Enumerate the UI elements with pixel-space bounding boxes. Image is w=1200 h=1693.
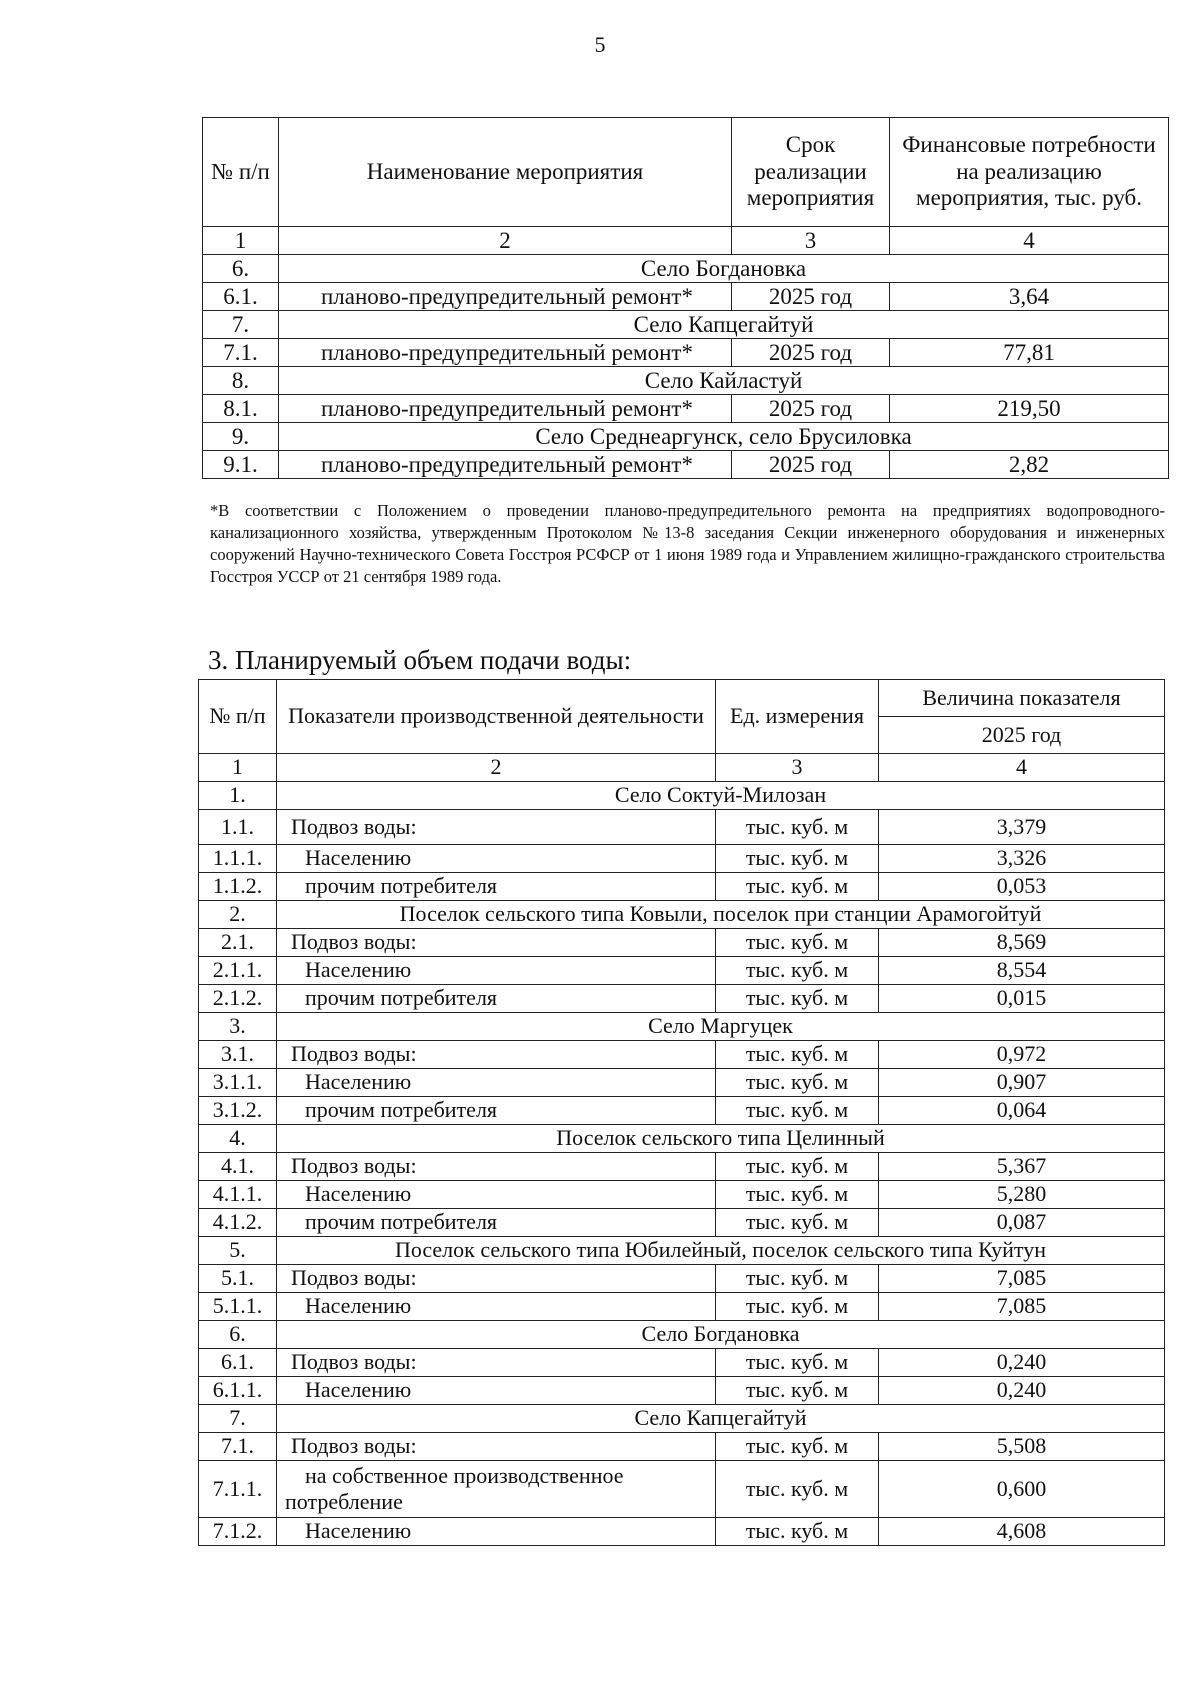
group-title: Поселок сельского типа Юбилейный, поселок сельского типа Куйтун — [277, 1237, 1165, 1265]
row-number: 6. — [199, 1321, 277, 1349]
group-title: Село Капцегайтуй — [279, 311, 1169, 339]
indicator-name: Населению — [277, 1069, 716, 1097]
unit: тыс. куб. м — [716, 1069, 879, 1097]
indicator-value: 3,379 — [879, 810, 1165, 845]
table-row — [199, 1377, 1165, 1405]
group-title: Село Богдановка — [279, 255, 1169, 283]
row-number: 9.1. — [203, 451, 279, 479]
row-number: 2.1.2. — [199, 985, 277, 1013]
indicator-name: Населению — [277, 1181, 716, 1209]
measures-table — [202, 117, 1169, 479]
column-number: 4 — [879, 754, 1165, 782]
indicator-value: 8,569 — [879, 929, 1165, 957]
row-number: 2.1.1. — [199, 957, 277, 985]
row-number: 5. — [199, 1237, 277, 1265]
measure-term: 2025 год — [732, 339, 890, 367]
group-row — [199, 1013, 1165, 1041]
measure-name: планово-предупредительный ремонт* — [279, 451, 732, 479]
table-row — [203, 395, 1169, 423]
group-title: Село Кайластуй — [279, 367, 1169, 395]
group-row — [199, 901, 1165, 929]
unit: тыс. куб. м — [716, 1209, 879, 1237]
unit: тыс. куб. м — [716, 985, 879, 1013]
table-row — [199, 1349, 1165, 1377]
group-title: Село Маргуцек — [277, 1013, 1165, 1041]
table-header-row — [199, 680, 1165, 717]
column-number: 4 — [890, 227, 1169, 255]
indicator-value: 0,240 — [879, 1377, 1165, 1405]
indicator-name: Населению — [277, 1293, 716, 1321]
unit: тыс. куб. м — [716, 1041, 879, 1069]
table-row — [199, 1181, 1165, 1209]
unit: тыс. куб. м — [716, 845, 879, 873]
row-number: 6.1. — [199, 1349, 277, 1377]
group-title: Село Среднеаргунск, село Брусиловка — [279, 423, 1169, 451]
group-title: Село Капцегайтуй — [277, 1405, 1165, 1433]
table-row — [199, 929, 1165, 957]
indicator-value: 0,015 — [879, 985, 1165, 1013]
group-row — [199, 1125, 1165, 1153]
measure-name: планово-предупредительный ремонт* — [279, 339, 732, 367]
header-name: Наименование мероприятия — [279, 118, 732, 227]
finance-value: 77,81 — [890, 339, 1169, 367]
group-row — [203, 255, 1169, 283]
group-title: Поселок сельского типа Ковыли, поселок при станции Арамогойтуй — [277, 901, 1165, 929]
group-title: Поселок сельского типа Целинный — [277, 1125, 1165, 1153]
indicator-value: 0,907 — [879, 1069, 1165, 1097]
row-number: 8. — [203, 367, 279, 395]
header-num: № п/п — [203, 118, 279, 227]
indicator-name: Населению — [277, 845, 716, 873]
row-number: 4.1. — [199, 1153, 277, 1181]
page-number: 5 — [594, 32, 606, 57]
group-row — [203, 367, 1169, 395]
indicator-value: 5,280 — [879, 1181, 1165, 1209]
indicator-value: 0,087 — [879, 1209, 1165, 1237]
group-title: Село Богдановка — [277, 1321, 1165, 1349]
indicator-value: 7,085 — [879, 1265, 1165, 1293]
measure-term: 2025 год — [732, 451, 890, 479]
unit: тыс. куб. м — [716, 1293, 879, 1321]
unit: тыс. куб. м — [716, 1461, 879, 1518]
table-header-row — [203, 118, 1169, 227]
column-numbers-row — [203, 227, 1169, 255]
indicator-name: Подвоз воды: — [277, 1433, 716, 1461]
row-number: 6. — [203, 255, 279, 283]
row-number: 1.1.2. — [199, 873, 277, 901]
table-row — [199, 1293, 1165, 1321]
indicator-value: 0,240 — [879, 1349, 1165, 1377]
row-number: 3.1.1. — [199, 1069, 277, 1097]
indicator-value: 4,608 — [879, 1518, 1165, 1546]
water-supply-table — [198, 679, 1165, 1546]
column-number: 3 — [716, 754, 879, 782]
column-number: 3 — [732, 227, 890, 255]
indicator-name: на собственное производственное потребление — [277, 1461, 716, 1518]
unit: тыс. куб. м — [716, 1433, 879, 1461]
row-number: 2. — [199, 901, 277, 929]
section-title: 3. Планируемый объем подачи воды: — [208, 645, 632, 675]
measure-name: планово-предупредительный ремонт* — [279, 283, 732, 311]
indicator-name: Населению — [277, 957, 716, 985]
row-number: 4.1.1. — [199, 1181, 277, 1209]
row-number: 7. — [203, 311, 279, 339]
unit: тыс. куб. м — [716, 810, 879, 845]
indicator-name: прочим потребителя — [277, 985, 716, 1013]
finance-value: 2,82 — [890, 451, 1169, 479]
measure-name: планово-предупредительный ремонт* — [279, 395, 732, 423]
row-number: 5.1.1. — [199, 1293, 277, 1321]
indicator-value: 0,064 — [879, 1097, 1165, 1125]
table-row — [199, 1433, 1165, 1461]
unit: тыс. куб. м — [716, 1265, 879, 1293]
group-row — [199, 782, 1165, 810]
unit: тыс. куб. м — [716, 929, 879, 957]
table-row — [199, 873, 1165, 901]
row-number: 3.1. — [199, 1041, 277, 1069]
header-indicator: Показатели производственной деятельности — [277, 680, 716, 754]
table-row — [199, 810, 1165, 845]
table-row — [199, 1069, 1165, 1097]
indicator-value: 5,367 — [879, 1153, 1165, 1181]
table-row — [203, 283, 1169, 311]
group-row — [199, 1405, 1165, 1433]
indicator-value: 0,053 — [879, 873, 1165, 901]
header-term: Срок реализации мероприятия — [732, 118, 890, 227]
table-row — [199, 845, 1165, 873]
row-number: 7.1. — [199, 1433, 277, 1461]
indicator-name: прочим потребителя — [277, 1209, 716, 1237]
header-finance: Финансовые потребности на реализацию мероприятия, тыс. руб. — [890, 118, 1169, 227]
unit: тыс. куб. м — [716, 1181, 879, 1209]
indicator-name: Подвоз воды: — [277, 929, 716, 957]
row-number: 2.1. — [199, 929, 277, 957]
finance-value: 3,64 — [890, 283, 1169, 311]
table-row — [203, 451, 1169, 479]
unit: тыс. куб. м — [716, 1377, 879, 1405]
table-row — [199, 1461, 1165, 1518]
row-number: 1.1. — [199, 810, 277, 845]
unit: тыс. куб. м — [716, 1097, 879, 1125]
table-row — [199, 1153, 1165, 1181]
row-number: 1. — [199, 782, 277, 810]
table-row — [199, 1041, 1165, 1069]
unit: тыс. куб. м — [716, 1518, 879, 1546]
indicator-value: 5,508 — [879, 1433, 1165, 1461]
indicator-name: прочим потребителя — [277, 1097, 716, 1125]
row-number: 8.1. — [203, 395, 279, 423]
unit: тыс. куб. м — [716, 1349, 879, 1377]
row-number: 5.1. — [199, 1265, 277, 1293]
indicator-name: Подвоз воды: — [277, 1349, 716, 1377]
unit: тыс. куб. м — [716, 873, 879, 901]
measure-term: 2025 год — [732, 283, 890, 311]
indicator-name: Подвоз воды: — [277, 1041, 716, 1069]
row-number: 1.1.1. — [199, 845, 277, 873]
row-number: 3.1.2. — [199, 1097, 277, 1125]
indicator-name: Подвоз воды: — [277, 1265, 716, 1293]
row-number: 7. — [199, 1405, 277, 1433]
finance-value: 219,50 — [890, 395, 1169, 423]
row-number: 7.1.1. — [199, 1461, 277, 1518]
header-num: № п/п — [199, 680, 277, 754]
indicator-value: 3,326 — [879, 845, 1165, 873]
table-row — [199, 1209, 1165, 1237]
footnote: *В соответствии с Положением о проведении планово-предупредительного ремонта на предприятиях водопроводного-канализационного хозяйства, утвержденным Протоколом №13-8 заседания Секции инженерного оборудования и инженерных сооружений Научно-технического Совета Госстроя РСФСР от 1 июня 1989 года и Управлением жилищно-гражданского строительства Госстроя УССР от 21 сентября 1989 года. — [210, 501, 1165, 586]
indicator-name: Населению — [277, 1518, 716, 1546]
header-unit: Ед. измерения — [716, 680, 879, 754]
table-row — [203, 339, 1169, 367]
row-number: 6.1. — [203, 283, 279, 311]
indicator-name: Подвоз воды: — [277, 810, 716, 845]
indicator-name: Подвоз воды: — [277, 1153, 716, 1181]
group-row — [199, 1321, 1165, 1349]
group-row — [199, 1237, 1165, 1265]
indicator-value: 0,600 — [879, 1461, 1165, 1518]
row-number: 7.1. — [203, 339, 279, 367]
column-number: 2 — [279, 227, 732, 255]
column-number: 2 — [277, 754, 716, 782]
row-number: 7.1.2. — [199, 1518, 277, 1546]
unit: тыс. куб. м — [716, 957, 879, 985]
unit: тыс. куб. м — [716, 1153, 879, 1181]
indicator-value: 8,554 — [879, 957, 1165, 985]
row-number: 6.1.1. — [199, 1377, 277, 1405]
row-number: 4. — [199, 1125, 277, 1153]
table-row — [199, 1518, 1165, 1546]
column-numbers-row — [199, 754, 1165, 782]
table-row — [199, 957, 1165, 985]
table-row — [199, 1265, 1165, 1293]
row-number: 9. — [203, 423, 279, 451]
header-value: Величина показателя — [879, 680, 1165, 717]
measure-term: 2025 год — [732, 395, 890, 423]
indicator-value: 0,972 — [879, 1041, 1165, 1069]
group-row — [203, 423, 1169, 451]
indicator-name: прочим потребителя — [277, 873, 716, 901]
header-year: 2025 год — [879, 717, 1165, 754]
column-number: 1 — [203, 227, 279, 255]
group-row — [203, 311, 1169, 339]
indicator-name: Населению — [277, 1377, 716, 1405]
indicator-value: 7,085 — [879, 1293, 1165, 1321]
row-number: 4.1.2. — [199, 1209, 277, 1237]
row-number: 3. — [199, 1013, 277, 1041]
group-title: Село Соктуй-Милозан — [277, 782, 1165, 810]
column-number: 1 — [199, 754, 277, 782]
table-row — [199, 1097, 1165, 1125]
table-row — [199, 985, 1165, 1013]
